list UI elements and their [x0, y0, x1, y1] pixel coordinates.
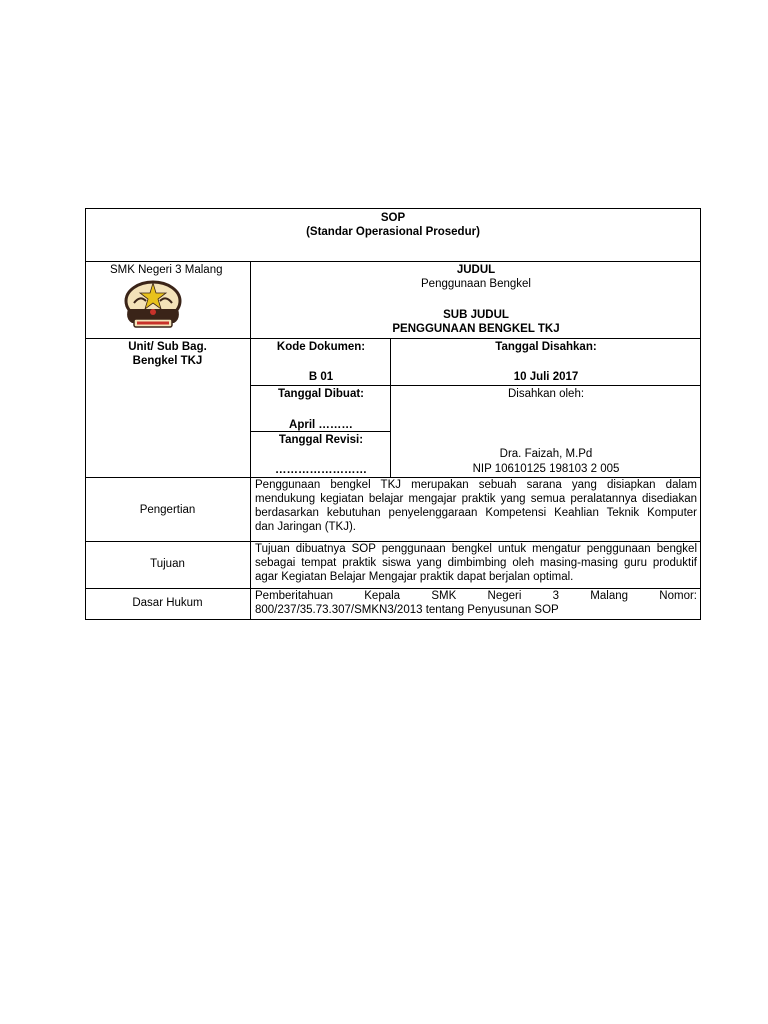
kode-dokumen-value: B 01	[308, 371, 334, 383]
text-line: 800/237/35.73.307/SMKN3/2013 tentang Penyusunan SOP	[255, 604, 559, 616]
document-subtitle: (Standar Operasional Prosedur)	[306, 226, 480, 238]
row-label-dasar-hukum: Dasar Hukum	[132, 597, 203, 609]
text-line: berdasarkan kebutuhan penyelenggaraan Kompetensi Keahlian Teknik Komputer	[255, 507, 697, 519]
disahkan-oleh-label: Disahkan oleh:	[507, 388, 585, 400]
kode-dokumen-label: Kode Dokumen:	[276, 341, 366, 353]
text-line: dan Jaringan (TKJ).	[255, 521, 356, 533]
tanggal-dibuat-label: Tanggal Dibuat:	[277, 388, 365, 400]
text-line: Tujuan dibuatnya SOP penggunaan bengkel untuk mengatur penggunaan bengkel	[255, 543, 697, 555]
row-text-pengertian	[255, 478, 697, 534]
tanggal-disahkan-label: Tanggal Disahkan:	[495, 341, 597, 353]
row-label-tujuan: Tujuan	[150, 558, 185, 570]
table-border	[250, 385, 701, 386]
text-line: Pemberitahuan Kepala SMK Negeri 3 Malang Nomor:	[255, 590, 697, 602]
table-border	[85, 619, 701, 620]
judul-label: JUDUL	[456, 264, 496, 276]
signatory-name: Dra. Faizah, M.Pd	[499, 448, 593, 460]
table-border	[85, 261, 701, 262]
text-line: sebagai tempat praktik siswa yang dimbimbing oleh masing-masing guru produktif	[255, 557, 697, 569]
text-line: agar Kegiatan Belajar Mengajar praktik dapat berjalan optimal.	[255, 571, 574, 583]
sop-document	[85, 208, 701, 620]
document-title: SOP	[380, 212, 406, 224]
text-line: Penggunaan bengkel TKJ merupakan sebuah sarana yang disiapkan dalam	[255, 479, 697, 491]
sub-judul-value: PENGGUNAAN BENGKEL TKJ	[392, 323, 560, 335]
judul-value: Penggunaan Bengkel	[421, 278, 531, 290]
row-label-pengertian: Pengertian	[139, 504, 196, 516]
tanggal-disahkan-value: 10 Juli 2017	[513, 371, 579, 383]
unit-label: Unit/ Sub Bag.	[128, 341, 207, 353]
text-line: mendukung kegiatan belajar mengajar praktik yang semua peralatannya disediakan	[255, 493, 697, 505]
tanggal-dibuat-value: April ………	[289, 419, 353, 431]
table-border	[85, 208, 701, 209]
signatory-nip: NIP 10610125 198103 2 005	[472, 463, 620, 475]
school-name: SMK Negeri 3 Malang	[110, 264, 223, 276]
table-border	[85, 338, 701, 339]
school-emblem-icon	[122, 279, 184, 331]
tanggal-revisi-label: Tanggal Revisi:	[278, 434, 364, 446]
row-text-dasar-hukum	[255, 589, 697, 617]
tanggal-revisi-value: ……………………	[275, 464, 367, 476]
unit-value: Bengkel TKJ	[132, 355, 203, 367]
sub-judul-label: SUB JUDUL	[443, 309, 509, 321]
row-text-tujuan	[255, 542, 697, 584]
